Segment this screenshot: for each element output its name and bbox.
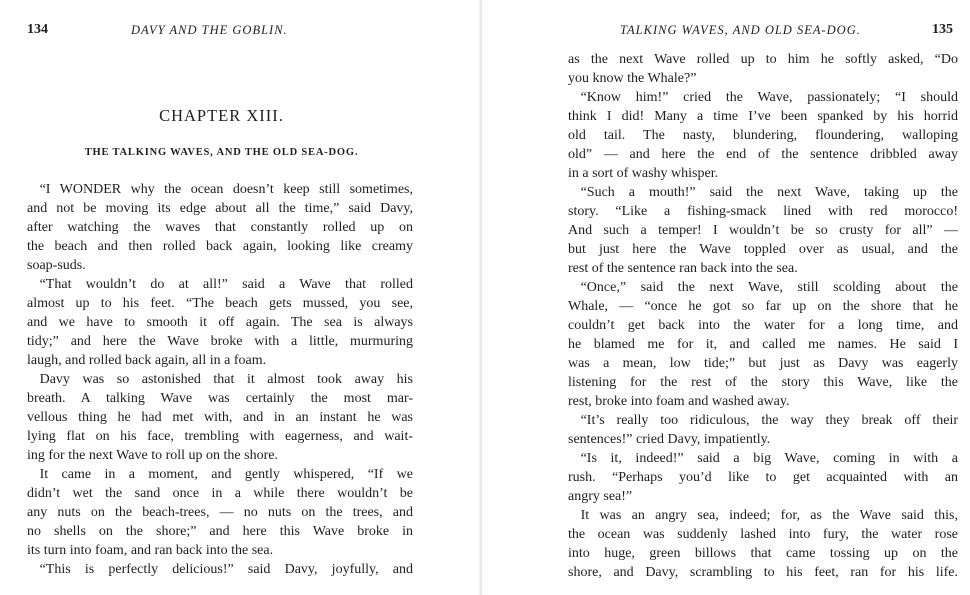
left-page <box>0 0 480 595</box>
text-line: “It’s really too ridiculous, the way they break off their <box>580 413 958 428</box>
chapter-subtitle: THE TALKING WAVES, AND THE OLD SEA-DOG. <box>84 147 359 158</box>
right-page-number <box>932 22 953 38</box>
text-line: he blamed me for it, and called me names. He said I <box>568 337 958 352</box>
right-page <box>482 0 970 595</box>
text-line: no shells on the shore;” and here this Wave broke in <box>27 524 413 539</box>
text-line: and we have to smooth it off again. The sea is always <box>27 315 413 330</box>
text-line: think I did! Many a time I’ve been spanked by his horrid <box>568 109 958 124</box>
left-running-head <box>131 22 288 39</box>
text-line: couldn’t get back into the water for a long time, and <box>568 318 958 333</box>
text-line: old tail. The nasty, blundering, floundering, walloping <box>568 128 958 143</box>
chapter-title: CHAPTER XIII. <box>159 106 284 125</box>
text-line: was a mean, low tide;” but just as Davy was eagerly <box>568 356 958 371</box>
text-line: vellous thing he had met with, and in an instant he was <box>27 410 413 425</box>
text-line: didn’t wet the sand once in a while there wouldn’t be <box>27 486 413 501</box>
text-line: shore, and Davy, scrambling to his feet, ran for his life. <box>568 565 958 580</box>
text-line: And such a temper! I wouldn’t be so crusty for all” — <box>568 223 958 238</box>
text-line: rest of the sentence ran back into the sea. <box>568 261 798 276</box>
text-line: the beach and then rolled back again, looking like creamy <box>27 239 413 254</box>
text-line: listening for the rest of the story this Wave, like the <box>568 375 958 390</box>
text-line: lying flat on his face, trembling with eagerness, and wait- <box>27 429 413 444</box>
text-line: Davy was so astonished that it almost took away his <box>39 372 413 387</box>
text-line: “This is perfectly delicious!” said Davy, joyfully, and <box>39 562 413 577</box>
text-line: “Know him!” cried the Wave, passionately; “I should <box>580 90 958 105</box>
text-line: rest, broke into foam and washed away. <box>568 394 790 409</box>
text-line: its turn into foam, and ran back into the sea. <box>27 543 274 558</box>
running-head-title: TALKING WAVES, AND OLD SEA-DOG. <box>620 23 861 37</box>
text-line: soap-suds. <box>27 258 86 273</box>
page-number: 135 <box>932 22 953 37</box>
text-line: after watching the waves that constantly rolled up on <box>27 220 413 235</box>
text-line: Whale, — “once he got so far up on the shore that he <box>568 299 958 314</box>
text-line: you know the Whale?” <box>568 71 697 86</box>
text-line: and not be moving its edge about all the time,” said Davy, <box>27 201 413 216</box>
text-line: It came in a moment, and gently whispered, “If we <box>39 467 413 482</box>
text-line: old” — and here the end of the sentence dribbled away <box>568 147 958 162</box>
text-line: almost up to his feet. “The beach gets mussed, you see, <box>27 296 413 311</box>
text-line: as the next Wave rolled up to him he softly asked, “Do <box>568 52 958 67</box>
text-line: “Such a mouth!” said the next Wave, taking up the <box>580 185 958 200</box>
text-line: in a sort of washy whisper. <box>568 166 719 181</box>
text-line: story. “Like a fishing-smack lined with red morocco! <box>568 204 958 219</box>
right-running-head <box>620 22 861 39</box>
text-line: sentences!” cried Davy, impatiently. <box>568 432 771 447</box>
text-line: tidy;” and here the Wave broke with a little, murmuring <box>27 334 413 349</box>
text-line: “I WONDER why the ocean doesn’t keep still sometimes, <box>39 182 413 197</box>
text-line: but just here the Wave toppled over as usual, and the <box>568 242 958 257</box>
text-line: into huge, green billows that came tossing up on the <box>568 546 958 561</box>
text-line: ing for the next Wave to roll up on the shore. <box>27 448 278 463</box>
text-line: the ocean was suddenly lashed into fury, the water rose <box>568 527 958 542</box>
text-line: rush. “Perhaps you’d like to get acquainted with an <box>568 470 958 485</box>
left-page-number <box>27 22 48 38</box>
text-line: “That wouldn’t do at all!” said a Wave that rolled <box>39 277 413 292</box>
text-line: It was an angry sea, indeed; for, as the Wave said this, <box>580 508 958 523</box>
text-line: breath. A talking Wave was certainly the most mar- <box>27 391 413 406</box>
text-line: “Is it, indeed!” said a big Wave, coming in with a <box>580 451 958 466</box>
page-number: 134 <box>27 22 48 37</box>
running-head-title: DAVY AND THE GOBLIN. <box>131 23 288 37</box>
left-body-text <box>27 180 413 579</box>
right-body-text <box>568 50 958 582</box>
text-line: angry sea!” <box>568 489 633 504</box>
text-line: laugh, and rolled back again, all in a foam. <box>27 353 267 368</box>
text-line: “Once,” said the next Wave, still scolding about the <box>580 280 958 295</box>
text-line: any nuts on the beach-trees, — no nuts on the trees, and <box>27 505 413 520</box>
